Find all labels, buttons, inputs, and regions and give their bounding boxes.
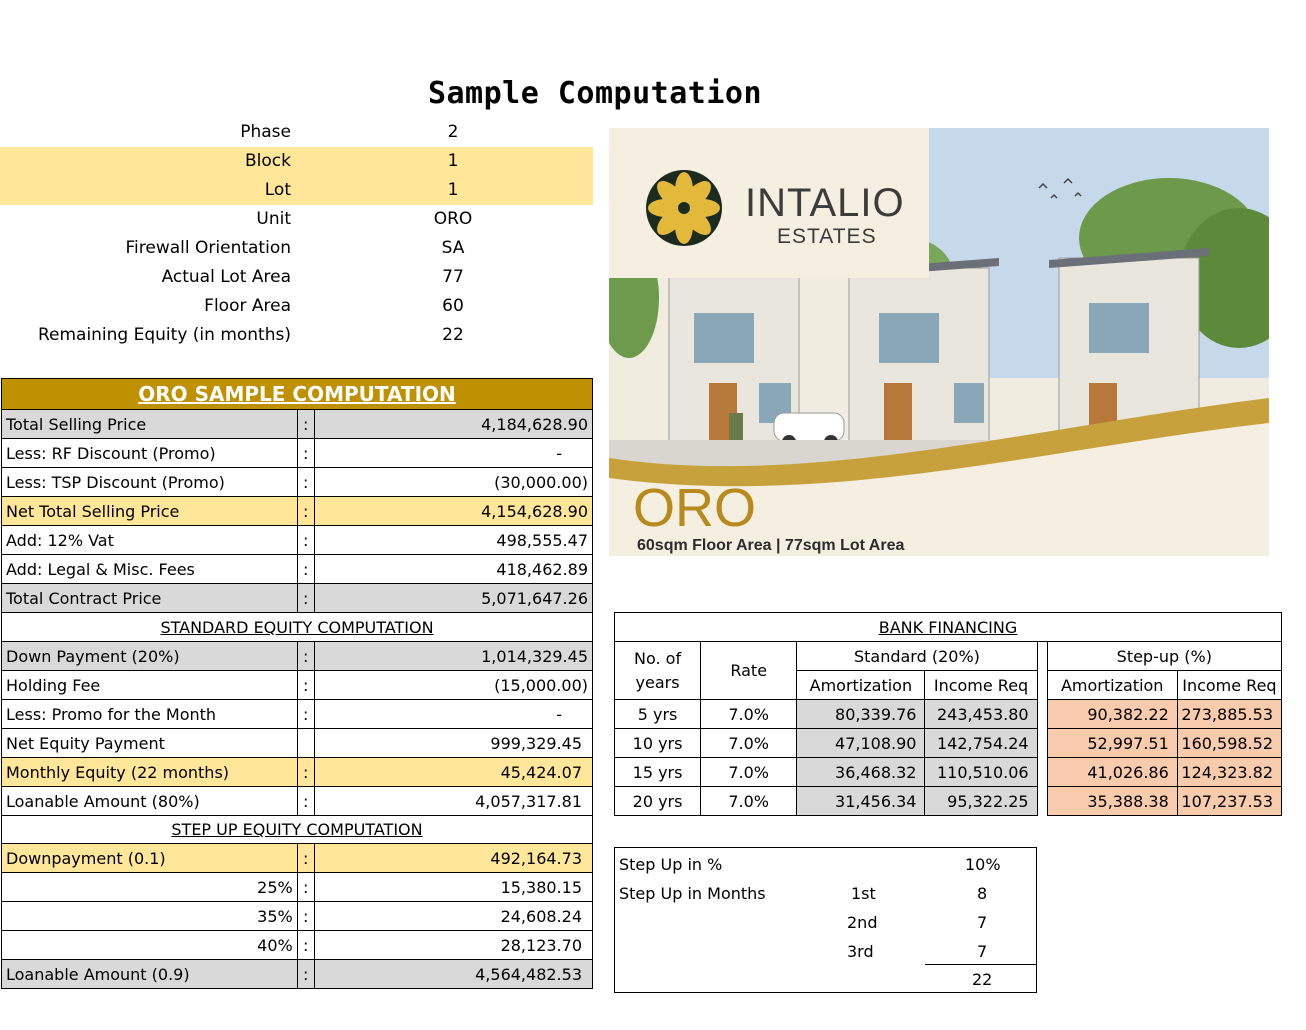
row-label: Net Equity Payment <box>2 729 298 758</box>
info-row-remaining-equity <box>0 321 593 350</box>
years-header-line1: No. of <box>634 648 682 668</box>
info-label: Unit <box>256 209 291 229</box>
row-value: 418,462.89 <box>314 555 592 584</box>
table-row <box>2 844 593 873</box>
row-value: 5,071,647.26 <box>314 584 592 613</box>
stepup-months-label: Step Up in Months <box>619 884 766 903</box>
table-row <box>615 729 1282 758</box>
row-colon: : <box>297 439 314 468</box>
brand-name: INTALIO <box>745 181 905 225</box>
row-label: 40% <box>2 931 298 960</box>
table-row <box>2 497 593 526</box>
row-value: 15,380.15 <box>314 873 592 902</box>
row-value: 1,014,329.45 <box>314 642 592 671</box>
row-colon: : <box>297 960 314 989</box>
amortization-header: Amortization <box>797 671 925 700</box>
step-income-cell: 273,885.53 <box>1177 700 1281 729</box>
years-cell: 5 yrs <box>615 700 701 729</box>
step-amort-cell: 35,388.38 <box>1047 787 1177 816</box>
row-value: 4,184,628.90 <box>314 410 592 439</box>
stepup-equity-title: STEP UP EQUITY COMPUTATION <box>2 816 593 844</box>
row-value: - <box>314 439 592 468</box>
step-amort-cell: 52,997.51 <box>1047 729 1177 758</box>
step-amort-cell: 90,382.22 <box>1047 700 1177 729</box>
section-header-row <box>2 816 593 844</box>
table-row <box>2 555 593 584</box>
property-info <box>0 118 593 350</box>
std-amort-cell: 36,468.32 <box>797 758 925 787</box>
stepup-schedule <box>614 847 1037 993</box>
row-label: 35% <box>2 902 298 931</box>
table-row <box>2 584 593 613</box>
row-label: Holding Fee <box>2 671 298 700</box>
table-row <box>2 758 593 787</box>
info-label: Remaining Equity (in months) <box>37 325 291 345</box>
std-income-cell: 142,754.24 <box>925 729 1037 758</box>
row-label: Total Selling Price <box>2 410 298 439</box>
info-label: Floor Area <box>204 296 291 316</box>
table-row <box>2 468 593 497</box>
row-label: Net Total Selling Price <box>2 497 298 526</box>
info-value: 1 <box>447 180 459 200</box>
row-value: - <box>314 700 592 729</box>
rate-cell: 7.0% <box>701 729 797 758</box>
row-colon: : <box>297 758 314 787</box>
brand-subname: ESTATES <box>777 225 877 248</box>
info-row-block <box>0 147 593 176</box>
model-caption: 60sqm Floor Area | 77sqm Lot Area <box>637 537 905 554</box>
row-value: 45,424.07 <box>314 758 592 787</box>
table-row <box>2 671 593 700</box>
row-label: Add: 12% Vat <box>2 526 298 555</box>
row-colon: : <box>297 497 314 526</box>
years-cell: 20 yrs <box>615 787 701 816</box>
table-row <box>2 439 593 468</box>
row-colon: : <box>297 468 314 497</box>
row-value: 498,555.47 <box>314 526 592 555</box>
row-label: Add: Legal & Misc. Fees <box>2 555 298 584</box>
std-income-cell: 243,453.80 <box>925 700 1037 729</box>
std-income-cell: 110,510.06 <box>925 758 1037 787</box>
row-label: Less: TSP Discount (Promo) <box>2 468 298 497</box>
info-label: Firewall Orientation <box>125 238 291 258</box>
years-header <box>615 642 701 700</box>
info-value: ORO <box>433 209 473 229</box>
info-row-lot-area <box>0 263 593 292</box>
table-header-row <box>2 379 593 410</box>
row-value: (15,000.00) <box>314 671 592 700</box>
std-amort-cell: 47,108.90 <box>797 729 925 758</box>
standard-equity-title: STANDARD EQUITY COMPUTATION <box>2 613 593 642</box>
std-amort-cell: 80,339.76 <box>797 700 925 729</box>
row-label: Downpayment (0.1) <box>2 844 298 873</box>
stepup-header: Step-up (%) <box>1047 642 1281 671</box>
bank-financing-title: BANK FINANCING <box>615 613 1282 642</box>
info-label: Lot <box>264 180 291 200</box>
info-row-phase <box>0 118 593 147</box>
income-header: Income Req <box>1177 671 1281 700</box>
row-colon: : <box>297 642 314 671</box>
row-label: Loanable Amount (80%) <box>2 787 298 816</box>
flower-logo-icon <box>646 170 722 246</box>
table-row <box>2 526 593 555</box>
table-row <box>615 700 1282 729</box>
row-colon: : <box>297 844 314 873</box>
row-colon <box>297 729 314 758</box>
info-label: Phase <box>240 122 291 142</box>
years-cell: 10 yrs <box>615 729 701 758</box>
row-value: 492,164.73 <box>314 844 592 873</box>
row-colon: : <box>297 584 314 613</box>
stepup-first-value: 8 <box>977 884 988 903</box>
row-colon: : <box>297 410 314 439</box>
table-row <box>2 902 593 931</box>
rate-cell: 7.0% <box>701 758 797 787</box>
promo-image <box>609 128 1269 556</box>
row-value: 24,608.24 <box>314 902 592 931</box>
row-label: Less: RF Discount (Promo) <box>2 439 298 468</box>
table-row <box>615 787 1282 816</box>
row-colon: : <box>297 902 314 931</box>
rate-cell: 7.0% <box>701 787 797 816</box>
promo-illustration <box>609 128 1269 556</box>
stepup-pct-label: Step Up in % <box>619 855 723 874</box>
table-row <box>2 873 593 902</box>
step-income-cell: 107,237.53 <box>1177 787 1281 816</box>
row-colon: : <box>297 700 314 729</box>
row-colon: : <box>297 931 314 960</box>
step-income-cell: 160,598.52 <box>1177 729 1281 758</box>
row-value: (30,000.00) <box>314 468 592 497</box>
row-colon: : <box>297 873 314 902</box>
info-value: 22 <box>442 325 464 345</box>
info-value: 1 <box>447 151 459 171</box>
column-gap <box>1037 642 1047 816</box>
table-row <box>2 410 593 439</box>
info-row-floor-area <box>0 292 593 321</box>
stepup-pct-value: 10% <box>965 855 1001 874</box>
table-row <box>2 931 593 960</box>
info-label: Block <box>245 151 291 171</box>
row-value: 4,057,317.81 <box>314 787 592 816</box>
step-amort-cell: 41,026.86 <box>1047 758 1177 787</box>
row-label: Monthly Equity (22 months) <box>2 758 298 787</box>
row-label: Loanable Amount (0.9) <box>2 960 298 989</box>
table-row <box>2 960 593 989</box>
info-value: 60 <box>442 296 464 316</box>
row-value: 999,329.45 <box>314 729 592 758</box>
row-colon: : <box>297 671 314 700</box>
row-label: 25% <box>2 873 298 902</box>
stepup-second-label: 2nd <box>847 913 878 932</box>
table-row <box>615 758 1282 787</box>
row-label: Less: Promo for the Month <box>2 700 298 729</box>
info-row-lot <box>0 176 593 205</box>
table-row <box>2 642 593 671</box>
sum-divider <box>925 964 1037 965</box>
table-row <box>2 700 593 729</box>
table-row <box>2 787 593 816</box>
info-value: 2 <box>447 122 459 142</box>
info-value: SA <box>441 238 465 258</box>
row-colon: : <box>297 787 314 816</box>
computation-table <box>1 378 593 989</box>
info-label: Actual Lot Area <box>161 267 291 287</box>
info-value: 77 <box>442 267 464 287</box>
step-income-cell: 124,323.82 <box>1177 758 1281 787</box>
row-label: Total Contract Price <box>2 584 298 613</box>
rate-cell: 7.0% <box>701 700 797 729</box>
row-value: 28,123.70 <box>314 931 592 960</box>
standard-header: Standard (20%) <box>797 642 1037 671</box>
info-row-unit <box>0 205 593 234</box>
stepup-third-label: 3rd <box>847 942 874 961</box>
std-income-cell: 95,322.25 <box>925 787 1037 816</box>
page-title: Sample Computation <box>427 76 763 111</box>
model-name: ORO <box>633 478 757 538</box>
info-row-firewall <box>0 234 593 263</box>
stepup-first-label: 1st <box>851 884 876 903</box>
computation-header: ORO SAMPLE COMPUTATION <box>2 379 593 410</box>
table-row <box>2 729 593 758</box>
amortization-header: Amortization <box>1047 671 1177 700</box>
section-header-row <box>2 613 593 642</box>
bank-financing-table <box>614 612 1282 816</box>
stepup-total: 22 <box>972 970 993 989</box>
years-cell: 15 yrs <box>615 758 701 787</box>
row-colon: : <box>297 526 314 555</box>
std-amort-cell: 31,456.34 <box>797 787 925 816</box>
row-colon: : <box>297 555 314 584</box>
bank-header-row <box>615 642 1282 671</box>
row-value: 4,154,628.90 <box>314 497 592 526</box>
stepup-third-value: 7 <box>977 942 988 961</box>
years-header-line2: years <box>635 672 680 692</box>
income-header: Income Req <box>925 671 1037 700</box>
bank-title-row <box>615 613 1282 642</box>
rate-header: Rate <box>701 642 797 700</box>
stepup-second-value: 7 <box>977 913 988 932</box>
row-value: 4,564,482.53 <box>314 960 592 989</box>
row-label: Down Payment (20%) <box>2 642 298 671</box>
